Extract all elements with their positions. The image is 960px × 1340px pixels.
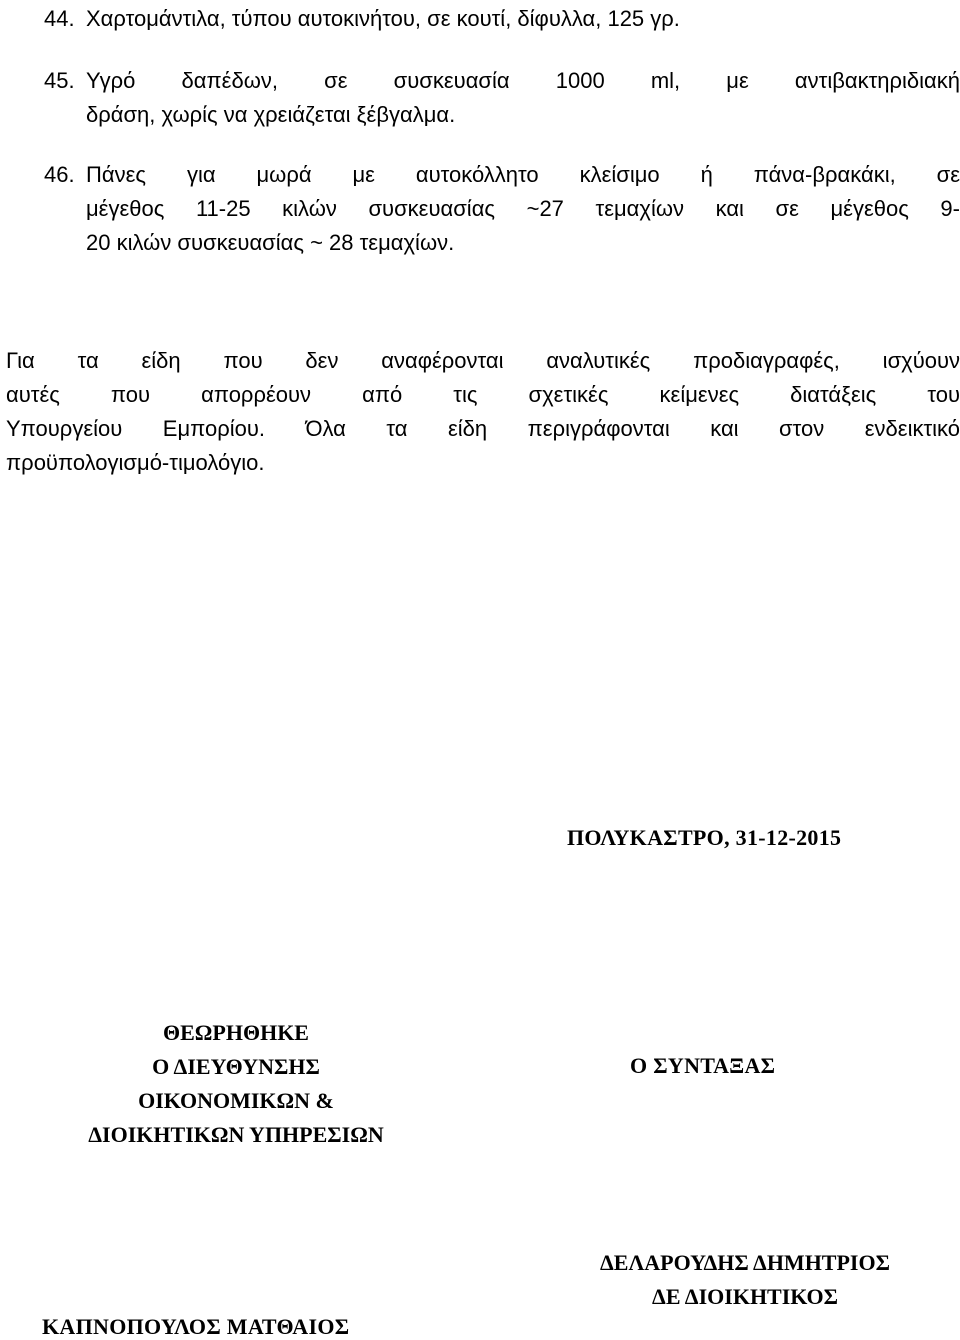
item-number: 46. <box>44 162 75 187</box>
place-date: ΠΟΛΥΚΑΣΤΡΟ, 31-12-2015 <box>567 825 842 850</box>
item-text-line: Υγρό δαπέδων, σε συσκευασία 1000 ml, με αντιβακτηριδιακή <box>86 68 960 93</box>
signatory-name: ΔΕΛΑΡΟΥΔΗΣ ΔΗΜΗΤΡΙΟΣ <box>600 1250 890 1275</box>
item-text-line: μέγεθος 11-25 κιλών συσκευασίας ~27 τεμαχίων και σε μέγεθος 9- <box>86 196 960 221</box>
note-line: προϋπολογισμό-τιμολόγιο. <box>6 450 265 475</box>
item-text-line: Πάνες για μωρά με αυτοκόλλητο κλείσιμο ή πάνα-βρακάκι, σε <box>86 162 960 187</box>
item-number: 45. <box>44 68 75 93</box>
list-item-46 <box>44 158 960 260</box>
left-signatory-name: ΚΑΠΝΟΠΟΥΛΟΣ ΜΑΤΘΑΙΟΣ <box>42 1314 350 1339</box>
author-title: Ο ΣΥΝΤΑΞΑΣ <box>630 1053 776 1078</box>
approved-block <box>0 1016 472 1152</box>
note-line: Υπουργείου Εμπορίου. Όλα τα είδη περιγράφονται και στον ενδεικτικό <box>6 416 960 441</box>
approved-line: ΟΙΚΟΝΟΜΙΚΩΝ & <box>138 1088 334 1113</box>
approved-line: Ο ΔΙΕΥΘΥΝΣΗΣ <box>152 1054 320 1079</box>
note-line: αυτές που απορρέουν από τις σχετικές κείμενες διατάξεις του <box>6 382 960 407</box>
item-text-line: 20 κιλών συσκευασίας ~ 28 τεμαχίων. <box>86 230 455 255</box>
note-line: Για τα είδη που δεν αναφέρονται αναλυτικές προδιαγραφές, ισχύουν <box>6 348 960 373</box>
note-paragraph <box>6 344 960 480</box>
approved-line: ΔΙΟΙΚΗΤΙΚΩΝ ΥΠΗΡΕΣΙΩΝ <box>88 1122 384 1147</box>
item-number: 44. <box>44 6 75 31</box>
list-item-45 <box>44 64 960 132</box>
right-signatory <box>520 1246 960 1314</box>
signatory-title: ΔΕ ΔΙΟΙΚΗΤΙΚΟΣ <box>652 1284 838 1309</box>
item-text-line: Χαρτομάντιλα, τύπου αυτοκινήτου, σε κουτί, δίφυλλα, 125 γρ. <box>86 6 680 31</box>
list-item-44 <box>44 2 960 36</box>
item-text-line: δράση, χωρίς να χρειάζεται ξέβγαλμα. <box>86 102 456 127</box>
approved-line: ΘΕΩΡΗΘΗΚΕ <box>163 1020 309 1045</box>
